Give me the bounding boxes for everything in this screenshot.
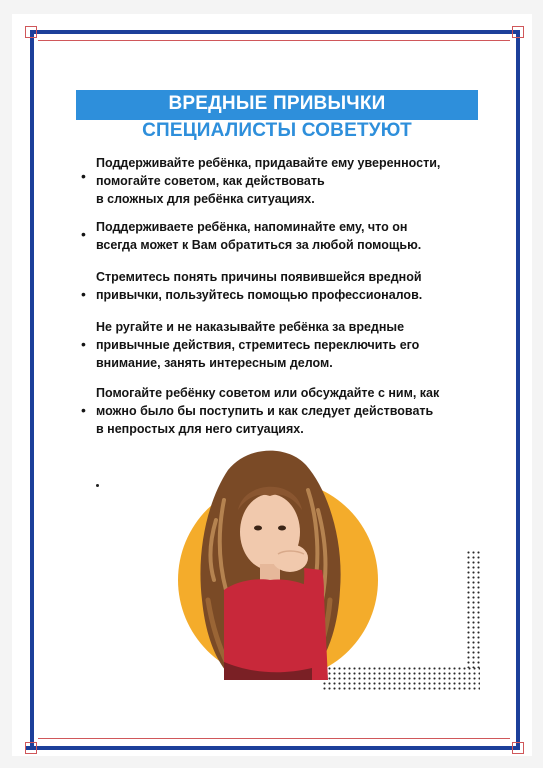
frame-inner-red-top <box>38 40 510 41</box>
advice-line: привычные действия, стремитесь переключить его <box>96 338 420 352</box>
bullet-icon: • <box>81 402 86 418</box>
dot-pattern-vertical <box>466 550 480 668</box>
advice-line: помогайте советом, как действовать <box>96 174 325 188</box>
advice-item <box>96 318 486 372</box>
bullet-icon: • <box>81 226 86 242</box>
frame-bottom-line <box>26 746 520 750</box>
stray-dot <box>96 484 99 487</box>
frame-corner-ornament <box>25 742 37 754</box>
frame-corner-ornament <box>25 26 37 38</box>
advice-line: привычки, пользуйтесь помощью профессионалов. <box>96 288 423 302</box>
poster-subtitle: СПЕЦИАЛИСТЫ СОВЕТУЮТ <box>142 120 412 141</box>
frame-right-line <box>516 30 520 748</box>
advice-item <box>96 218 486 254</box>
frame-left-line <box>30 30 34 748</box>
advice-line: можно было бы поступить и как следует действовать <box>96 404 434 418</box>
advice-line: Не ругайте и не наказывайте ребёнка за вредные <box>96 320 405 334</box>
bullet-icon: • <box>81 286 86 302</box>
advice-line: Помогайте ребёнку советом или обсуждайте с ним, как <box>96 386 440 400</box>
advice-line: в непростых для него ситуациях. <box>96 422 304 436</box>
frame-inner-red-bottom <box>38 738 510 739</box>
advice-line: Поддерживайте ребёнка, придавайте ему уверенности, <box>96 156 441 170</box>
frame-corner-ornament <box>512 26 524 38</box>
poster-title: ВРЕДНЫЕ ПРИВЫЧКИ <box>168 93 386 114</box>
advice-line: Поддерживаете ребёнка, напоминайте ему, что он <box>96 220 408 234</box>
advice-line: внимание, занять интересным делом. <box>96 356 333 370</box>
frame-corner-ornament <box>512 742 524 754</box>
advice-item <box>96 154 486 208</box>
frame-top-line <box>30 30 518 34</box>
advice-item <box>96 384 486 438</box>
advice-line: в сложных для ребёнка ситуациях. <box>96 192 315 206</box>
girl-thinking-photo-icon <box>188 440 348 685</box>
advice-line: Стремитесь понять причины появившейся вредной <box>96 270 422 284</box>
advice-item <box>96 268 486 304</box>
advice-line: всегда может к Вам обратиться за любой помощью. <box>96 238 422 252</box>
bullet-icon: • <box>81 336 86 352</box>
bullet-icon: • <box>81 168 86 184</box>
